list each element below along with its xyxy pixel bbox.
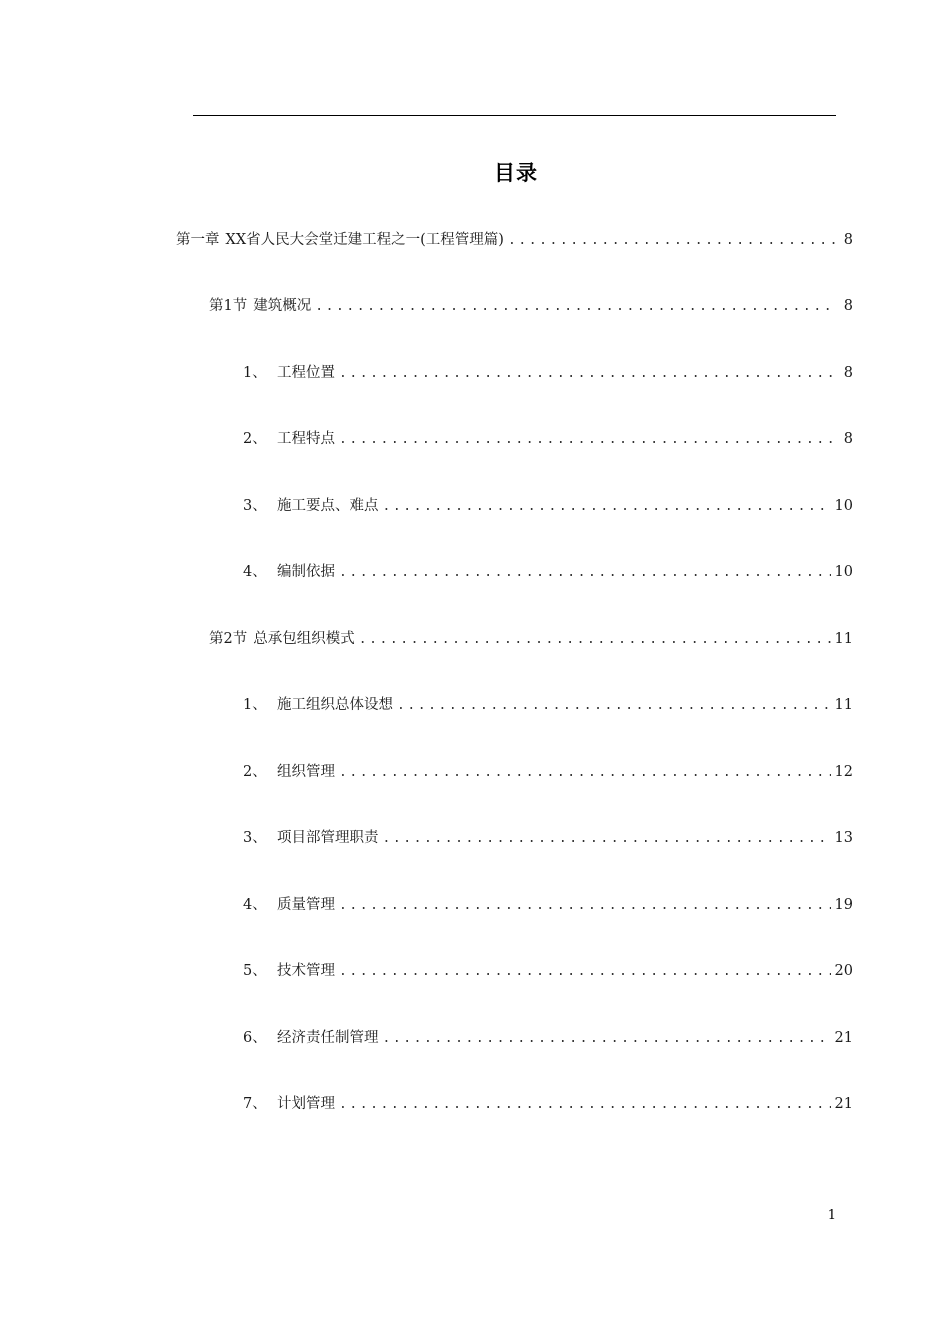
toc-entry-text: 工程特点	[277, 431, 335, 447]
toc-entry-text: 施工组织总体设想	[277, 697, 393, 713]
toc-entry-number: 2、	[243, 431, 267, 447]
toc-entry-item[interactable]	[243, 561, 853, 583]
toc-entry-text: 工程位置	[277, 365, 335, 381]
toc-entry-text: 总承包组织模式	[253, 631, 355, 647]
toc-leader-dots	[339, 562, 831, 584]
toc-entry-page: 10	[834, 498, 853, 514]
toc-leader-dots	[339, 961, 831, 983]
toc-entry-page: 8	[843, 298, 853, 314]
toc-leader-dots	[383, 496, 831, 518]
toc-entry-number: 5、	[243, 963, 267, 979]
toc-entry-page: 20	[834, 963, 853, 979]
toc-entry-item[interactable]	[243, 1093, 853, 1115]
toc-entry-chapter-1[interactable]	[176, 229, 853, 251]
page-number: 1	[827, 1208, 836, 1223]
toc-leader-dots	[339, 1094, 831, 1116]
toc-entry-text: XX省人民大会堂迁建工程之一(工程管理篇)	[225, 232, 504, 248]
toc-entry-item[interactable]	[243, 827, 853, 849]
toc-entry-item[interactable]	[243, 761, 853, 783]
toc-entry-page: 8	[843, 232, 853, 248]
toc-entry-number: 7、	[243, 1096, 267, 1112]
toc-entry-text: 项目部管理职责	[277, 830, 379, 846]
toc-entry-page: 19	[834, 897, 853, 913]
toc-title: 目录	[494, 161, 538, 185]
toc-leader-dots	[383, 1028, 831, 1050]
toc-entry-page: 13	[834, 830, 853, 846]
toc-leader-dots	[508, 230, 835, 252]
toc-entry-item[interactable]	[243, 362, 853, 384]
toc-entry-number: 第1节	[209, 298, 248, 314]
toc-entry-number: 3、	[243, 498, 267, 514]
toc-entry-text: 计划管理	[277, 1096, 335, 1112]
toc-entry-text: 建筑概况	[253, 298, 312, 314]
header-rule	[193, 115, 836, 116]
toc-entry-item[interactable]	[243, 960, 853, 982]
toc-entry-section-1[interactable]	[209, 295, 853, 317]
toc-entry-number: 6、	[243, 1030, 267, 1046]
toc-entry-section-2[interactable]	[209, 628, 853, 650]
toc-leader-dots	[339, 895, 831, 917]
toc-entry-text: 组织管理	[277, 764, 335, 780]
toc-entry-page: 10	[834, 564, 853, 580]
toc-entry-text: 施工要点、难点	[277, 498, 379, 514]
toc-entry-page: 8	[843, 365, 853, 381]
toc-leader-dots	[383, 828, 831, 850]
toc-entry-page: 11	[834, 697, 853, 713]
toc-entry-page: 21	[834, 1030, 853, 1046]
toc-leader-dots	[339, 762, 831, 784]
toc-entry-number: 2、	[243, 764, 267, 780]
toc-entry-page: 12	[834, 764, 853, 780]
toc-leader-dots	[359, 629, 831, 651]
toc-entry-number: 第2节	[209, 631, 248, 647]
toc-leader-dots	[339, 429, 835, 451]
toc-entry-number: 3、	[243, 830, 267, 846]
toc-entry-text: 质量管理	[277, 897, 335, 913]
toc-entry-number: 1、	[243, 697, 267, 713]
toc-entry-number: 1、	[243, 365, 267, 381]
toc-entry-item[interactable]	[243, 694, 853, 716]
toc-leader-dots	[315, 296, 835, 318]
toc-entry-page: 21	[834, 1096, 853, 1112]
toc-entry-page: 8	[843, 431, 853, 447]
toc-entry-text: 技术管理	[277, 963, 335, 979]
toc-entry-text: 经济责任制管理	[277, 1030, 379, 1046]
toc-entry-number: 4、	[243, 564, 267, 580]
toc-leader-dots	[339, 363, 835, 385]
toc-entry-page: 11	[834, 631, 853, 647]
toc-entry-number: 第一章	[176, 232, 220, 248]
toc-entry-text: 编制依据	[277, 564, 335, 580]
toc-leader-dots	[397, 695, 831, 717]
toc-entry-item[interactable]	[243, 428, 853, 450]
toc-entry-number: 4、	[243, 897, 267, 913]
toc-entry-item[interactable]	[243, 495, 853, 517]
toc-entry-item[interactable]	[243, 894, 853, 916]
toc-entry-item[interactable]	[243, 1027, 853, 1049]
